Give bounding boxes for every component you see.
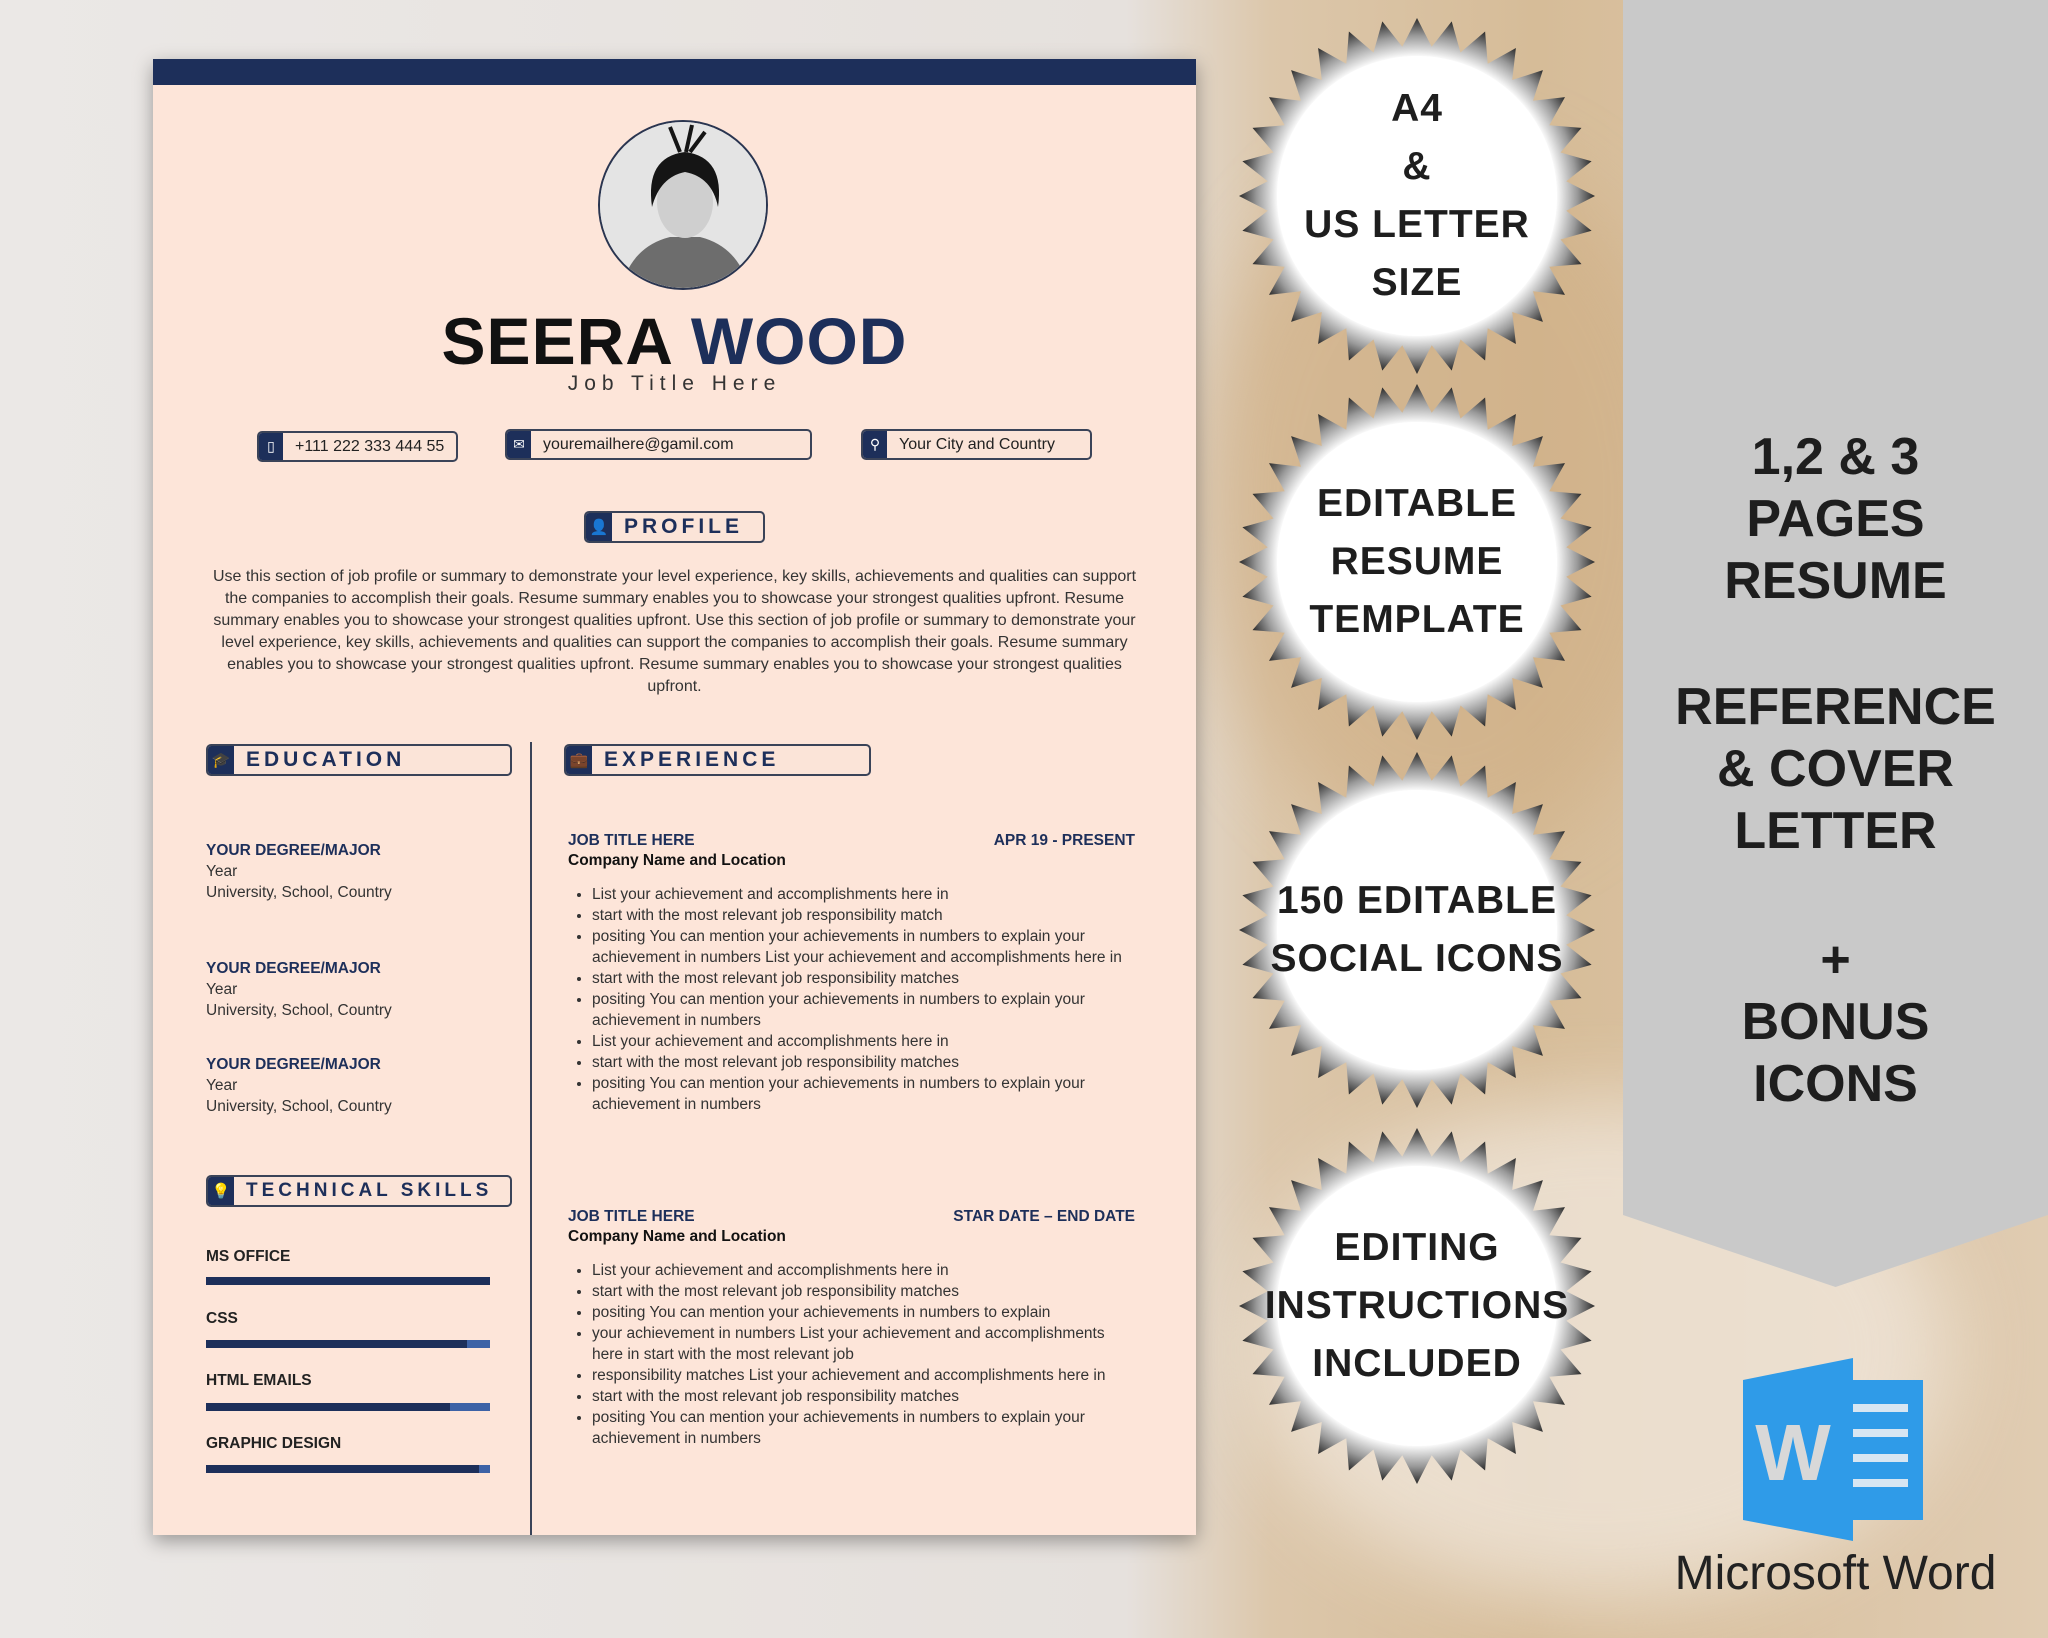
panel-line: BONUS [1741, 993, 1930, 1051]
header-bar [153, 59, 1196, 85]
bullet-item: • positing You can mention your achievements in numbers to explain your achievement in numbers List your achievement and accomplishments here in [592, 926, 1135, 968]
profile-heading [584, 511, 765, 543]
bullet-item: • start with the most relevant job responsibility matches [592, 968, 1135, 989]
phone-field [257, 431, 458, 462]
location-field [861, 429, 1092, 460]
skill-level-fill [206, 1277, 490, 1285]
skill-level-bar [206, 1340, 490, 1348]
location-pin-icon: ⚲ [863, 431, 887, 458]
last-name: WOOD [690, 304, 908, 378]
badge-line: EDITABLE [1316, 482, 1518, 525]
bullet-item: • start with the most relevant job responsibility matches [592, 1052, 1135, 1073]
skill-level-fill [206, 1465, 479, 1473]
panel-line: 1,2 & 3 [1751, 428, 1920, 486]
experience-heading [564, 744, 871, 776]
microsoft-word-label: Microsoft Word [1674, 1547, 1997, 1600]
education-heading [206, 744, 512, 776]
company: Company Name and Location [568, 852, 786, 869]
badge-line: SOCIAL ICONS [1270, 937, 1564, 980]
skill-level-bar [206, 1277, 490, 1285]
experience-heading-label: EXPERIENCE [604, 748, 780, 771]
phone-text: +111 222 333 444 55 [295, 437, 445, 455]
profile-photo [598, 120, 768, 290]
panel-line: RESUME [1724, 552, 1947, 610]
badge-line: US LETTER [1304, 203, 1530, 246]
skill-name: GRAPHIC DESIGN [206, 1435, 342, 1452]
panel-line: + [1820, 931, 1851, 989]
panel-line: & COVER [1717, 740, 1954, 798]
panel-line: PAGES [1746, 490, 1925, 548]
year: Year [206, 863, 238, 880]
bullet-item: • List your achievement and accomplishments here in [592, 1031, 1135, 1052]
job-title: Job Title Here [567, 372, 782, 395]
email-icon: ✉ [507, 431, 531, 458]
person-icon: 👤 [586, 513, 612, 541]
bullet-item: • start with the most relevant job responsibility match [592, 905, 1135, 926]
education-heading-label: EDUCATION [246, 748, 406, 771]
education-item [206, 840, 392, 903]
feature-badge [1237, 1126, 1597, 1486]
degree: YOUR DEGREE/MAJOR [206, 842, 381, 859]
badge-line: & [1402, 145, 1432, 188]
bullet-item: • positing You can mention your achievements in numbers to explain your achievement in numbers [592, 1073, 1135, 1115]
panel-line: LETTER [1734, 802, 1937, 860]
badge-line: 150 EDITABLE [1276, 879, 1557, 922]
skill-name: CSS [206, 1310, 238, 1327]
year: Year [206, 1077, 238, 1094]
skills-heading [206, 1175, 512, 1207]
job-dates: STAR DATE – END DATE [953, 1208, 1135, 1225]
briefcase-icon: 💼 [566, 746, 592, 774]
feature-badge [1237, 382, 1597, 742]
badge-line: RESUME [1330, 540, 1504, 583]
badge-line: EDITING [1334, 1226, 1500, 1269]
job-bullets [568, 884, 1135, 1115]
job-bullets [568, 1260, 1135, 1449]
badge-line: TEMPLATE [1309, 598, 1525, 641]
skill-name: HTML EMAILS [206, 1372, 312, 1389]
feature-badge [1237, 750, 1597, 1110]
panel-line: ICONS [1753, 1055, 1918, 1113]
badge-line: INSTRUCTIONS [1264, 1284, 1570, 1327]
bullet-item: • List your achievement and accomplishments here in [592, 1260, 1135, 1281]
resume-page [153, 59, 1196, 1535]
microsoft-word-icon [1743, 1358, 1926, 1541]
word-logo-letter: W [1755, 1408, 1831, 1497]
column-divider [530, 742, 532, 1535]
bullet-item: • positing You can mention your achievements in numbers to explain your achievement in numbers [592, 1407, 1135, 1449]
graduation-cap-icon: 🎓 [208, 746, 234, 774]
skills-heading-label: TECHNICAL SKILLS [246, 1180, 493, 1201]
panel-block-pages [1623, 426, 2048, 612]
lightbulb-icon: 💡 [208, 1177, 234, 1205]
first-name: SEERA [441, 304, 672, 378]
bullet-item: • start with the most relevant job responsibility matches [592, 1386, 1135, 1407]
candidate-name [153, 303, 1196, 379]
degree: YOUR DEGREE/MAJOR [206, 1056, 381, 1073]
job-entry [568, 832, 1135, 1115]
profile-summary: Use this section of job profile or summary to demonstrate your level experience, key skills, achievements and qualities can support the companies to accomplish their goals. Resume summary enables you to showcase your strongest qualities upfront. Resume summary enables you to showcase your strongest qualities upfront. Use this section of job profile or summary to demonstrate your level experience, key skills, achievements and qualities can support the companies to accomplish their goals. Resume summary enables you to showcase your strongest qualities upfront. Resume summary enables you to showcase your strongest qualities upfront. [212, 568, 1137, 695]
badge-line: SIZE [1371, 261, 1463, 304]
year: Year [206, 981, 238, 998]
bullet-item: • positing You can mention your achievements in numbers to explain [592, 1302, 1135, 1323]
job-title-label: JOB TITLE HERE [568, 832, 695, 849]
skill-level-fill [206, 1403, 450, 1411]
panel-line: REFERENCE [1675, 678, 1996, 736]
badge-line: INCLUDED [1312, 1342, 1522, 1385]
skill-name: MS OFFICE [206, 1248, 291, 1265]
skill-level-bar [206, 1403, 490, 1411]
email-field [505, 429, 812, 460]
panel-block-cover [1623, 676, 2048, 862]
bullet-item: • start with the most relevant job responsibility matches [592, 1281, 1135, 1302]
bullet-item: • your achievement in numbers List your achievement and accomplishments here in start with the most relevant job [592, 1323, 1135, 1365]
phone-icon: ▯ [259, 433, 283, 460]
skill-level-fill [206, 1340, 467, 1348]
email-text: youremailhere@gamil.com [543, 435, 734, 453]
badge-line: A4 [1391, 87, 1443, 130]
panel-block-bonus [1623, 929, 2048, 1115]
job-dates: APR 19 - PRESENT [993, 832, 1135, 849]
school: University, School, Country [206, 1002, 392, 1019]
bullet-item: • List your achievement and accomplishments here in [592, 884, 1135, 905]
bullet-item: • positing You can mention your achievements in numbers to explain your achievement in numbers [592, 989, 1135, 1031]
school: University, School, Country [206, 1098, 392, 1115]
location-text: Your City and Country [899, 435, 1055, 453]
company: Company Name and Location [568, 1228, 786, 1245]
profile-heading-label: PROFILE [624, 515, 744, 538]
skill-level-bar [206, 1465, 490, 1473]
education-item [206, 1054, 392, 1117]
degree: YOUR DEGREE/MAJOR [206, 960, 381, 977]
school: University, School, Country [206, 884, 392, 901]
education-item [206, 958, 392, 1021]
job-entry [568, 1208, 1135, 1449]
feature-badge [1237, 16, 1597, 376]
bullet-item: • responsibility matches List your achievement and accomplishments here in [592, 1365, 1135, 1386]
job-title-label: JOB TITLE HERE [568, 1208, 695, 1225]
